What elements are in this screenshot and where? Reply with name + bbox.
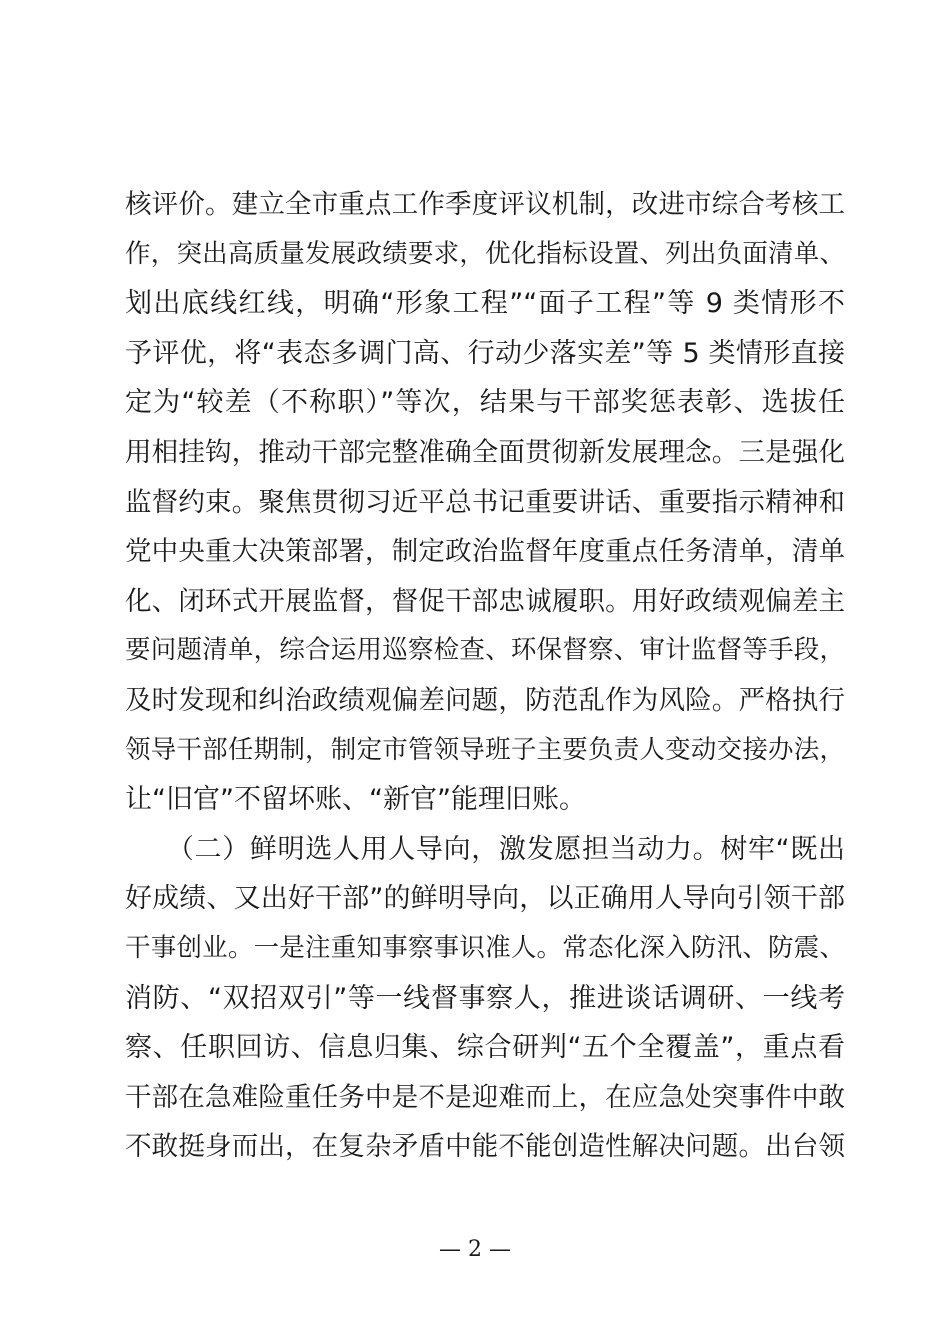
text-line: 察、任职回访、信息归集、综合研判“五个全覆盖”，重点看 — [125, 1032, 845, 1064]
text-line: 及时发现和纠治政绩观偏差问题，防范乱作为风险。严格执行 — [125, 684, 845, 716]
text-line: 干事创业。一是注重知事察事识准人。常态化深入防汛、防震、 — [125, 932, 845, 963]
text-line: 作，突出高质量发展政绩要求，优化指标设置、列出负面清单、 — [125, 238, 845, 269]
text-line: 监督约束。聚焦贯彻习近平总书记重要讲话、重要指示精神和 — [125, 486, 845, 518]
text-line: 好成绩、又出好干部”的鲜明导向，以正确用人导向引领干部 — [125, 883, 845, 915]
text-line: 不敢挺身而出，在复杂矛盾中能不能创造性解决问题。出台领 — [125, 1131, 845, 1163]
text-line: 干部在急难险重任务中是不是迎难而上，在应急处突事件中敢 — [125, 1081, 845, 1113]
text-line: 核评价。建立全市重点工作季度评议机制，改进市综合考核工 — [125, 189, 845, 220]
text-line: 化、闭环式开展监督，督促干部忠诚履职。用好政绩观偏差主 — [125, 585, 845, 617]
section-heading-line: （二）鲜明选人用人导向，激发愿担当动力。树牢“既出 — [125, 833, 845, 865]
text-line: 消防、“双招双引”等一线督事察人，推进谈话调研、一线考 — [125, 982, 845, 1014]
text-line: 领导干部任期制，制定市管领导班子主要负责人变动交接办法， — [125, 734, 845, 765]
text-line: 党中央重大决策部署，制定政治监督年度重点任务清单，清单 — [125, 536, 845, 568]
paragraph-end-line: 让“旧官”不留坏账、“新官”能理旧账。 — [125, 784, 586, 816]
text-line: 用相挂钩，推动干部完整准确全面贯彻新发展理念。三是强化 — [125, 436, 845, 468]
text-line: 要问题清单，综合运用巡察检查、环保督察、审计监督等手段， — [125, 635, 845, 666]
text-line: 定为“较差（不称职）”等次，结果与干部奖惩表彰、选拔任 — [125, 387, 845, 419]
body-text — [125, 180, 845, 1172]
page-number: — 2 — — [439, 1237, 511, 1262]
text-line: 划出底线红线，明确“形象工程”“面子工程”等 9 类情形不 — [125, 288, 845, 320]
text-line: 予评优，将“表态多调门高、行动少落实差”等 5 类情形直接 — [125, 337, 845, 369]
